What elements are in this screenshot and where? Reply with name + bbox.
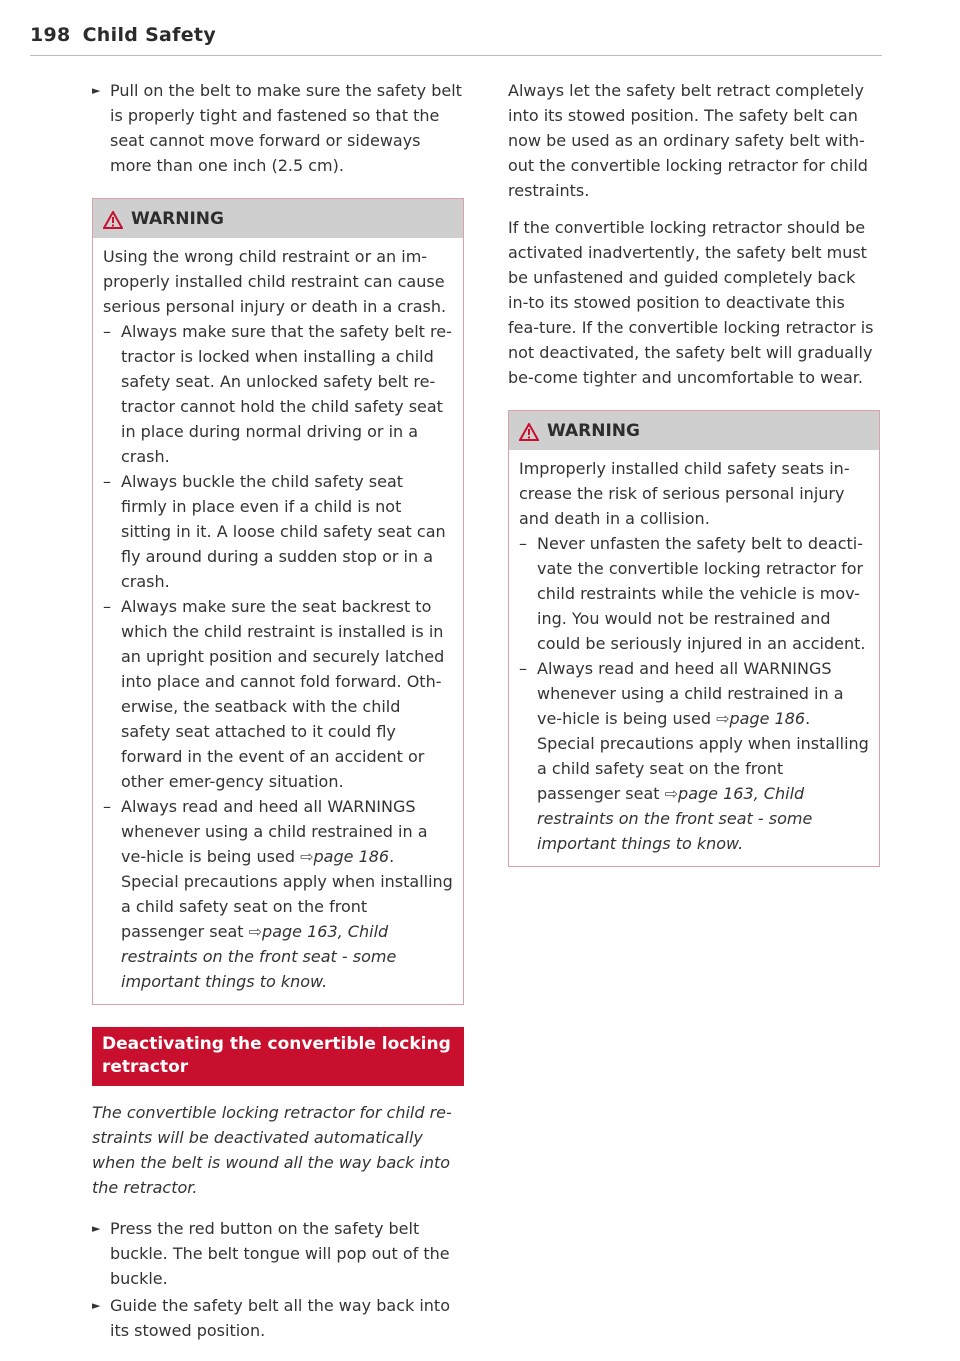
step-arrow-icon: ► [92, 84, 101, 97]
warning-intro: Improperly installed child safety seats in-crease the risk of serious personal injury and death in a collision. [519, 459, 850, 528]
step-text: Pull on the belt to make sure the safety belt is properly tight and fastened so that the seat cannot move forward or sideways more than one inch (2.5 cm). [110, 81, 462, 175]
chapter-title: Child Safety [82, 24, 216, 46]
warning-item-text: Always read and heed all WARNINGS whenever using a child restrained in a ve-hicle is being used [121, 797, 428, 866]
warning-item: – Always make sure that the safety belt re-tractor is locked when installing a child safety seat. An unlocked safety belt re-tractor cannot hold the child safety seat in place during normal driving or in a crash. [103, 322, 452, 466]
left-column [92, 78, 464, 1345]
page-number: 198 [30, 24, 71, 46]
step-text: Guide the safety belt all the way back into its stowed position. [110, 1296, 450, 1340]
warning-label: WARNING [131, 209, 224, 229]
header-divider [30, 55, 882, 56]
warning-label: WARNING [547, 421, 640, 441]
page-reference-link[interactable]: page 163, Child restraints on the front seat - some important things to know [121, 922, 397, 991]
warning-box [508, 410, 880, 867]
section-heading: Deactivating the convertible locking retractor [92, 1027, 464, 1086]
page-reference-link[interactable]: page 163, Child restraints on the front seat - some important things to know [537, 784, 813, 853]
warning-item-end: . [322, 972, 328, 991]
right-column [508, 78, 880, 879]
page-reference-link[interactable]: page 186 [313, 847, 390, 866]
page-reference-link[interactable]: page 186 [729, 709, 806, 728]
page-header [30, 24, 882, 46]
warning-item-text: . Special precautions apply when installing a child safety seat on the front passenger seat [121, 847, 453, 941]
warning-item-end: . [738, 834, 744, 853]
page-ref-arrow-icon: ⇨ [716, 709, 730, 728]
warning-item-text: Always make sure the seat backrest to which the child restraint is installed is in an upright position and securely latched into place and cannot fold forward. Oth-erwise, the seatback with the child safety seat attached to it could fly forward in the event of an accident or other emer-gency situation. [121, 597, 445, 791]
page-ref-arrow-icon: ⇨ [248, 922, 263, 941]
instruction-step [92, 1216, 464, 1291]
page-ref-arrow-icon: ⇨ [664, 784, 679, 803]
warning-item-text: Always read and heed all WARNINGS whenever using a child restrained in a ve-hicle is being used [537, 659, 844, 728]
warning-item-text: . Special precautions apply when installing a child safety seat on the front passenger seat [537, 709, 869, 803]
warning-item: – Never unfasten the safety belt to deacti-vate the convertible locking retractor for child restraints while the vehicle is mov-ing. You would not be restrained and could be seriously injured in an accident. [519, 534, 866, 653]
warning-item: – Always make sure the seat backrest to which the child restraint is installed is in an upright position and securely latched into place and cannot fold forward. Oth-erwise, the seatback with the child safety seat attached to it could fly forward in the event of an accident or other emer-gency situation. [103, 597, 445, 791]
warning-triangle-icon [519, 423, 539, 441]
warning-item-text: Always buckle the child safety seat firmly in place even if a child is not sitting in it. A loose child safety seat can fly around during a sudden stop or in a crash. [121, 472, 446, 591]
warning-item-text: Never unfasten the safety belt to deacti-vate the convertible locking retractor for child restraints while the vehicle is mov-ing. You would not be restrained and could be seriously injured in an accident. [537, 534, 866, 653]
warning-intro: Using the wrong child restraint or an im-properly installed child restraint can cause serious personal injury or death in a crash. [103, 247, 447, 316]
instruction-step [92, 78, 464, 178]
body-paragraph: Always let the safety belt retract completely into its stowed position. The safety belt can now be used as an ordinary safety belt with-out the convertible locking retractor for child restraints. [508, 81, 868, 200]
page-ref-arrow-icon: ⇨ [300, 847, 314, 866]
header-text [30, 24, 216, 46]
warning-item: – Always read and heed all WARNINGS whenever using a child restrained in a ve-hicle is being used ⇨page 186. Special precautions apply when installing a child safety seat on the front passenger seat ⇨page 163, Child restraints on the front seat - some important things to know. [103, 797, 453, 991]
section-intro: The convertible locking retractor for child re-straints will be deactivated automatically when the belt is wound all the way back into the retractor. [92, 1103, 452, 1197]
step-text: Press the red button on the safety belt buckle. The belt tongue will pop out of the buckle. [110, 1219, 450, 1288]
step-arrow-icon: ► [92, 1222, 101, 1235]
warning-triangle-icon [103, 211, 123, 229]
step-arrow-icon: ► [92, 1299, 101, 1312]
warning-body [93, 238, 463, 1004]
warning-item: – Always read and heed all WARNINGS whenever using a child restrained in a ve-hicle is being used ⇨page 186. Special precautions apply when installing a child safety seat on the front passenger seat ⇨page 163, Child restraints on the front seat - some important things to know. [519, 659, 869, 853]
instruction-step [92, 1293, 464, 1343]
warning-box [92, 198, 464, 1005]
warning-item-text: Always make sure that the safety belt re-tractor is locked when installing a child safety seat. An unlocked safety belt re-tractor cannot hold the child safety seat in place during normal driving or in a crash. [121, 322, 452, 466]
warning-item: – Always buckle the child safety seat firmly in place even if a child is not sitting in it. A loose child safety seat can fly around during a sudden stop or in a crash. [103, 472, 446, 591]
body-paragraph: If the convertible locking retractor should be activated inadvertently, the safety belt must be unfastened and guided completely back in-to its stowed position to deactivate this fea-ture. If the convertible locking retractor is not deactivated, the safety belt will gradually be-come tighter and uncomfortable to wear. [508, 218, 874, 387]
warning-header [93, 199, 463, 238]
warning-body [509, 450, 879, 866]
warning-header [509, 411, 879, 450]
